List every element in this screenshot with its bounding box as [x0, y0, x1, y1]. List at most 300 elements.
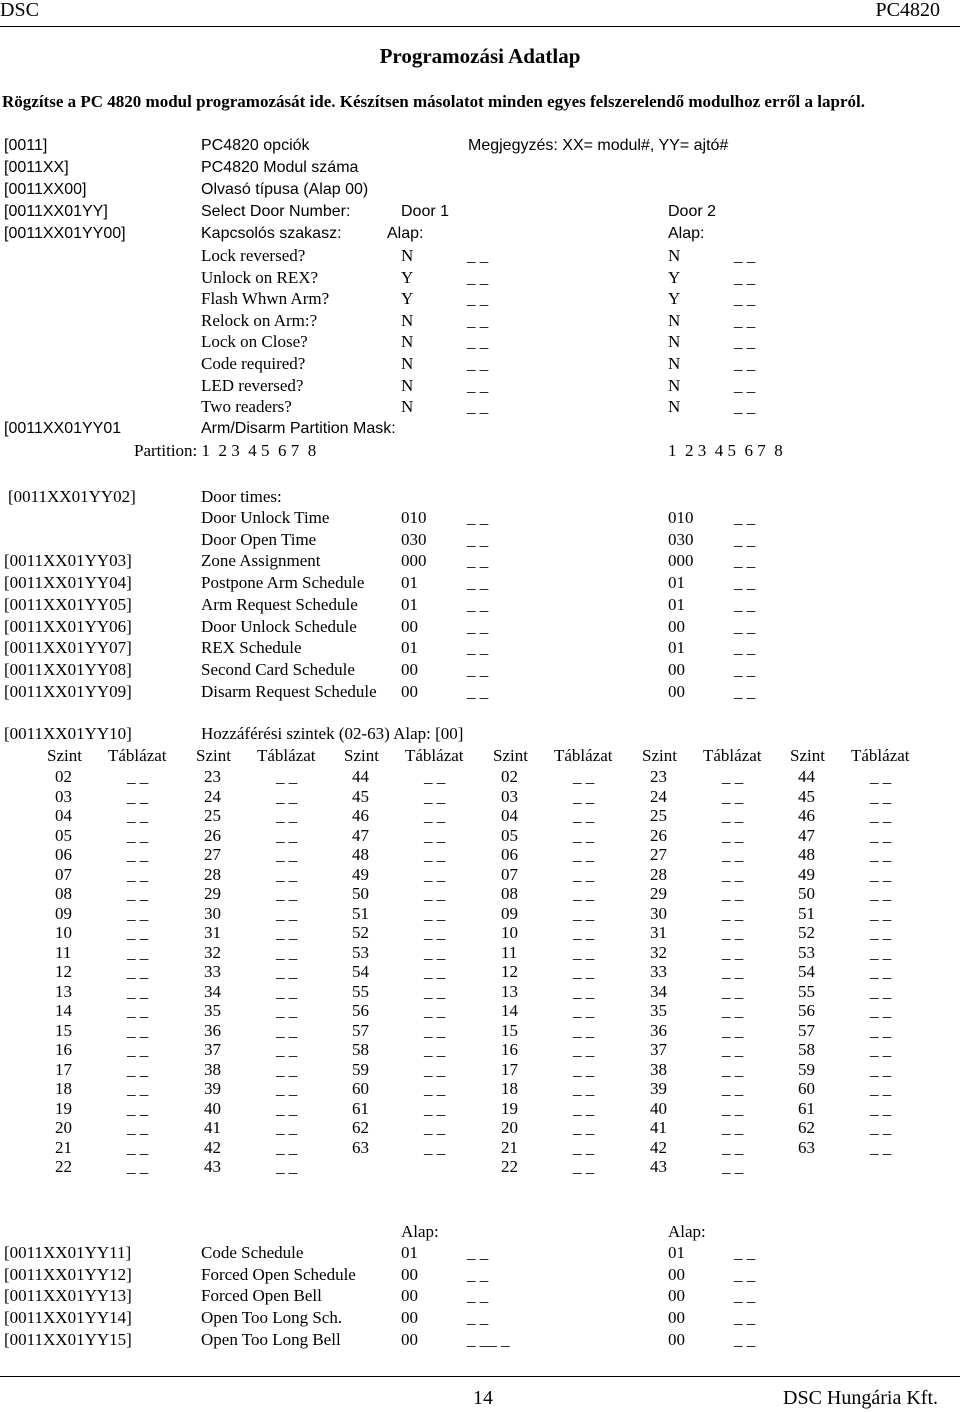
access-level-number: 13: [55, 981, 72, 1001]
schedules-alap-door2: Alap:: [668, 1222, 706, 1241]
access-level-number: 40: [204, 1098, 221, 1118]
access-level-blank: _ _: [870, 1118, 892, 1137]
access-level-blank: _ _: [127, 1079, 149, 1098]
access-level-blank: _ _: [424, 981, 446, 1001]
access-level-blank: _ _: [722, 1079, 744, 1098]
module-line-label: PC4820 Modul száma: [201, 159, 359, 176]
access-level-blank: _ _: [722, 942, 744, 962]
door2-heading: Door 2: [668, 203, 717, 220]
door-time-door1-default: 01: [401, 594, 418, 614]
access-level-number: 34: [204, 981, 221, 1001]
access-level-number: 45: [352, 786, 369, 806]
door-time-door1-blank: _ _: [467, 638, 489, 658]
access-level-number: 04: [501, 806, 518, 825]
switch-door1-default: N: [401, 246, 414, 265]
access-level-number: 30: [650, 903, 667, 923]
door-time-door1-blank: _ _: [467, 594, 489, 614]
access-level-number: 26: [204, 825, 221, 845]
access-col-tablazat: Táblázat: [851, 746, 910, 765]
switch-door2-blank: _ _: [734, 354, 756, 373]
access-level-blank: _ _: [870, 845, 892, 864]
door-time-door1-default: 00: [401, 659, 418, 679]
select-door-label: Select Door Number:: [201, 203, 351, 220]
switch-door1-default: Y: [401, 289, 414, 309]
door-time-door2-default: 030: [668, 529, 694, 549]
access-level-number: 33: [650, 962, 667, 981]
access-level-blank: _ _: [424, 864, 446, 884]
access-level-number: 27: [204, 845, 221, 864]
options-note: Megjegyzés: XX= modul#, YY= ajtó#: [468, 137, 729, 154]
door-time-label: Postpone Arm Schedule: [201, 573, 365, 593]
access-level-blank: _ _: [722, 1059, 744, 1079]
access-level-blank: _ _: [276, 767, 298, 786]
access-level-number: 08: [501, 884, 518, 903]
access-level-number: 37: [650, 1040, 667, 1059]
access-level-blank: _ _: [573, 767, 595, 786]
switch-door2-default: N: [668, 246, 681, 265]
schedule-code: [0011XX01YY12]: [4, 1264, 132, 1284]
access-level-blank: _ _: [424, 786, 446, 806]
access-level-number: 11: [55, 942, 72, 962]
access-level-blank: _ _: [424, 1118, 446, 1137]
access-col-tablazat: Táblázat: [554, 746, 613, 765]
access-level-blank: _ _: [127, 1059, 149, 1079]
access-level-blank: _ _: [870, 767, 892, 786]
access-level-blank: _ _: [573, 942, 595, 962]
access-level-blank: _ _: [870, 1098, 892, 1118]
access-level-blank: _ _: [870, 1020, 892, 1040]
switch-door2-default: N: [668, 397, 681, 417]
access-level-blank: _ _: [424, 1040, 446, 1059]
access-level-blank: _ _: [573, 981, 595, 1001]
access-col-szint: Szint: [47, 746, 82, 765]
access-level-number: 49: [352, 864, 369, 884]
access-level-number: 10: [501, 923, 518, 942]
access-level-number: 50: [798, 884, 815, 903]
access-level-blank: _ _: [870, 1137, 892, 1157]
switch-door1-blank: _ _: [467, 354, 489, 373]
door-times-code: [0011XX01YY02]: [8, 487, 136, 506]
access-level-number: 49: [798, 864, 815, 884]
door-time-door1-blank: _ _: [467, 573, 489, 593]
access-level-number: 34: [650, 981, 667, 1001]
access-level-number: 63: [352, 1137, 369, 1157]
door-time-door2-blank: _ _: [734, 594, 756, 614]
door-time-door1-default: 030: [401, 529, 427, 549]
access-level-number: 05: [501, 825, 518, 845]
door-time-door1-blank: _ _: [467, 616, 489, 636]
door-time-door2-default: 01: [668, 638, 685, 658]
access-level-number: 58: [798, 1040, 815, 1059]
switch-door2-blank: _ _: [734, 332, 756, 352]
access-level-number: 17: [55, 1059, 72, 1079]
schedule-door2-blank: _ _: [734, 1264, 756, 1284]
access-level-blank: _ _: [573, 903, 595, 923]
access-level-blank: _ _: [573, 962, 595, 981]
door-time-code: [0011XX01YY08]: [4, 659, 132, 679]
access-level-blank: _ _: [573, 1157, 595, 1176]
schedules-alap-door1: Alap:: [401, 1222, 439, 1241]
access-level-number: 39: [204, 1079, 221, 1098]
access-level-blank: _ _: [722, 1020, 744, 1040]
access-level-blank: _ _: [870, 786, 892, 806]
switch-door1-default: N: [401, 397, 414, 417]
access-level-number: 37: [204, 1040, 221, 1059]
access-level-number: 43: [650, 1157, 667, 1176]
access-level-blank: _ _: [722, 767, 744, 786]
access-level-blank: _ _: [722, 1157, 744, 1176]
module-line-label: Olvasó típusa (Alap 00): [201, 181, 369, 198]
access-levels-code: [0011XX01YY10]: [4, 724, 132, 743]
access-col-tablazat: Táblázat: [405, 746, 464, 765]
select-door-code: [0011XX01YY]: [4, 203, 108, 220]
access-level-blank: _ _: [127, 1001, 149, 1020]
schedule-code: [0011XX01YY13]: [4, 1286, 132, 1306]
access-level-number: 19: [501, 1098, 518, 1118]
access-level-blank: _ _: [424, 825, 446, 845]
door-time-door2-blank: _ _: [734, 681, 756, 701]
schedule-code: [0011XX01YY14]: [4, 1308, 132, 1328]
door-time-door2-blank: _ _: [734, 551, 756, 571]
access-level-blank: _ _: [424, 1001, 446, 1020]
module-line-code: [0011XX00]: [4, 181, 87, 198]
access-level-blank: _ _: [276, 1079, 298, 1098]
access-level-number: 55: [352, 981, 369, 1001]
access-level-number: 31: [650, 923, 667, 942]
access-level-number: 17: [501, 1059, 518, 1079]
access-level-number: 59: [798, 1059, 815, 1079]
access-level-blank: _ _: [722, 1001, 744, 1020]
access-level-blank: _ _: [573, 1118, 595, 1137]
access-level-number: 44: [352, 767, 369, 786]
door-time-label: Disarm Request Schedule: [201, 681, 377, 701]
switch-door2-default: N: [668, 310, 681, 330]
door-time-door2-default: 00: [668, 616, 685, 636]
access-level-number: 36: [204, 1020, 221, 1040]
access-level-blank: _ _: [870, 903, 892, 923]
access-level-blank: _ _: [276, 786, 298, 806]
schedule-door1-default: 00: [401, 1264, 418, 1284]
switches-alap-door1: Alap:: [387, 225, 424, 242]
switch-option-label: Code required?: [201, 354, 306, 373]
access-level-blank: _ _: [424, 845, 446, 864]
access-col-szint: Szint: [344, 746, 379, 765]
door-time-code: [0011XX01YY06]: [4, 616, 132, 636]
switch-door1-default: N: [401, 332, 414, 352]
access-level-blank: _ _: [573, 786, 595, 806]
door-time-door2-default: 000: [668, 551, 694, 571]
switch-door2-default: N: [668, 332, 681, 352]
switch-option-label: Unlock on REX?: [201, 267, 319, 287]
access-level-number: 38: [204, 1059, 221, 1079]
access-level-number: 10: [55, 923, 72, 942]
door1-heading: Door 1: [401, 203, 450, 220]
access-level-blank: _ _: [573, 1020, 595, 1040]
access-level-number: 15: [55, 1020, 72, 1040]
access-level-blank: _ _: [424, 1098, 446, 1118]
access-level-number: 39: [650, 1079, 667, 1098]
access-level-number: 29: [204, 884, 221, 903]
schedule-door1-default: 00: [401, 1308, 418, 1328]
access-level-blank: _ _: [870, 1040, 892, 1059]
schedule-code: [0011XX01YY15]: [4, 1329, 132, 1349]
header-right: PC4820: [875, 0, 940, 21]
page-number: 14: [473, 1387, 493, 1409]
access-level-number: 03: [501, 786, 518, 806]
access-col-szint: Szint: [642, 746, 677, 765]
door-time-door1-default: 01: [401, 638, 418, 658]
access-level-blank: _ _: [424, 962, 446, 981]
access-level-number: 58: [352, 1040, 369, 1059]
access-level-blank: _ _: [424, 767, 446, 786]
switch-door1-default: N: [401, 354, 414, 373]
access-level-number: 45: [798, 786, 815, 806]
access-level-blank: _ _: [424, 884, 446, 903]
access-level-blank: _ _: [722, 1118, 744, 1137]
access-level-number: 43: [204, 1157, 221, 1176]
access-level-number: 13: [501, 981, 518, 1001]
access-level-number: 46: [798, 806, 815, 825]
schedule-door1-blank: _ _: [467, 1286, 489, 1306]
access-level-blank: _ _: [424, 1059, 446, 1079]
access-level-blank: _ _: [722, 786, 744, 806]
door-time-door1-default: 00: [401, 616, 418, 636]
access-level-blank: _ _: [276, 1001, 298, 1020]
access-level-blank: _ _: [573, 1098, 595, 1118]
schedule-door1-default: 00: [401, 1329, 418, 1349]
access-level-number: 23: [650, 767, 667, 786]
access-level-number: 26: [650, 825, 667, 845]
door-time-door2-default: 01: [668, 573, 685, 593]
schedule-door2-default: 01: [668, 1243, 685, 1262]
access-level-number: 15: [501, 1020, 518, 1040]
access-level-number: 21: [501, 1137, 518, 1157]
door-time-door1-blank: _ _: [467, 508, 489, 527]
access-level-blank: _ _: [127, 864, 149, 884]
access-level-blank: _ _: [276, 884, 298, 903]
schedule-label: Forced Open Schedule: [201, 1264, 356, 1284]
access-levels-label: Hozzáférési szintek (02-63) Alap: [00]: [201, 724, 464, 743]
access-level-blank: _ _: [127, 884, 149, 903]
schedule-label: Code Schedule: [201, 1243, 304, 1262]
access-level-number: 07: [501, 864, 518, 884]
access-level-blank: _ _: [573, 884, 595, 903]
door-time-label: Door Open Time: [201, 529, 317, 549]
access-level-blank: _ _: [276, 806, 298, 825]
access-level-blank: _ _: [722, 903, 744, 923]
access-level-number: 02: [501, 767, 518, 786]
door-time-door1-default: 010: [401, 508, 427, 527]
access-level-number: 08: [55, 884, 72, 903]
access-level-number: 61: [798, 1098, 815, 1118]
access-level-blank: _ _: [127, 1020, 149, 1040]
access-level-number: 62: [352, 1118, 369, 1137]
access-level-number: 28: [650, 864, 667, 884]
access-level-number: 53: [798, 942, 815, 962]
door-time-label: REX Schedule: [201, 638, 302, 658]
access-level-blank: _ _: [722, 806, 744, 825]
switch-door1-blank: _ _: [467, 397, 489, 417]
options-code: [0011]: [4, 137, 48, 154]
access-level-blank: _ _: [573, 923, 595, 942]
access-level-blank: _ _: [127, 962, 149, 981]
schedule-door2-default: 00: [668, 1308, 685, 1328]
access-level-number: 20: [501, 1118, 518, 1137]
access-level-blank: _ _: [276, 962, 298, 981]
door-time-label: Arm Request Schedule: [201, 594, 358, 614]
schedule-door2-default: 00: [668, 1264, 685, 1284]
access-level-blank: _ _: [424, 1020, 446, 1040]
access-level-number: 28: [204, 864, 221, 884]
access-level-blank: _ _: [573, 806, 595, 825]
access-level-number: 35: [650, 1001, 667, 1020]
schedule-door2-blank: _ _: [734, 1286, 756, 1306]
access-level-number: 14: [501, 1001, 518, 1020]
access-level-number: 32: [204, 942, 221, 962]
switch-door2-blank: _ _: [734, 267, 756, 287]
access-level-blank: _ _: [127, 1157, 149, 1176]
switch-door2-default: Y: [668, 289, 681, 309]
access-level-number: 11: [501, 942, 518, 962]
page-title: Programozási Adatlap: [379, 44, 581, 68]
access-level-blank: _ _: [870, 942, 892, 962]
access-level-blank: _ _: [276, 1157, 298, 1176]
access-level-number: 06: [501, 845, 518, 864]
door-time-code: [0011XX01YY04]: [4, 573, 132, 593]
options-label: PC4820 opciók: [201, 137, 310, 154]
partition-row-door1: Partition: 1 2 3 4 5 6 7 8: [134, 441, 317, 460]
access-level-blank: _ _: [424, 942, 446, 962]
schedule-door1-blank: _ _: [467, 1264, 489, 1284]
door-time-code: [0011XX01YY07]: [4, 638, 132, 658]
access-level-number: 38: [650, 1059, 667, 1079]
access-level-number: 04: [55, 806, 72, 825]
schedule-door2-blank: _ _: [734, 1308, 756, 1328]
door-time-code: [0011XX01YY05]: [4, 594, 132, 614]
switches-code: [0011XX01YY00]: [4, 225, 126, 242]
access-level-blank: _ _: [127, 845, 149, 864]
access-level-blank: _ _: [722, 1098, 744, 1118]
door-time-door2-default: 00: [668, 659, 685, 679]
access-level-number: 18: [55, 1079, 72, 1098]
door-time-door2-default: 010: [668, 508, 694, 527]
access-level-number: 09: [501, 903, 518, 923]
schedule-door1-blank: _ __ _: [467, 1329, 510, 1349]
access-level-number: 30: [204, 903, 221, 923]
door-time-door2-blank: _ _: [734, 638, 756, 658]
access-level-blank: _ _: [276, 1137, 298, 1157]
access-level-blank: _ _: [870, 1079, 892, 1098]
access-level-number: 09: [55, 903, 72, 923]
switch-door2-blank: _ _: [734, 246, 756, 265]
access-level-blank: _ _: [424, 1079, 446, 1098]
door-time-door2-blank: _ _: [734, 529, 756, 549]
partition-row-door2: 1 2 3 4 5 6 7 8: [668, 441, 783, 460]
access-level-number: 20: [55, 1118, 72, 1137]
door-time-door1-default: 000: [401, 551, 427, 571]
schedule-door1-default: 00: [401, 1286, 418, 1306]
access-level-blank: _ _: [127, 981, 149, 1001]
schedule-door2-blank: _ _: [734, 1329, 756, 1349]
access-level-number: 35: [204, 1001, 221, 1020]
footer-company: DSC Hungária Kft.: [783, 1387, 938, 1409]
door-time-label: Door Unlock Time: [201, 508, 330, 527]
switch-door2-default: Y: [668, 267, 681, 287]
switch-door1-blank: _ _: [467, 310, 489, 330]
access-level-blank: _ _: [424, 923, 446, 942]
access-level-number: 22: [501, 1157, 518, 1176]
access-level-number: 07: [55, 864, 72, 884]
door-time-door1-blank: _ _: [467, 681, 489, 701]
access-level-number: 47: [798, 825, 815, 845]
access-col-tablazat: Táblázat: [108, 746, 167, 765]
access-level-blank: _ _: [870, 806, 892, 825]
access-level-blank: _ _: [127, 942, 149, 962]
door-time-door2-blank: _ _: [734, 616, 756, 636]
schedule-code: [0011XX01YY11]: [4, 1243, 132, 1262]
access-level-blank: _ _: [722, 825, 744, 845]
switch-door2-default: N: [668, 354, 681, 373]
access-level-number: 06: [55, 845, 72, 864]
access-level-blank: _ _: [127, 923, 149, 942]
access-col-tablazat: Táblázat: [257, 746, 316, 765]
access-level-blank: _ _: [127, 1098, 149, 1118]
switch-door1-default: Y: [401, 267, 414, 287]
switch-option-label: Lock on Close?: [201, 332, 308, 352]
access-level-number: 57: [798, 1020, 815, 1040]
access-level-number: 47: [352, 825, 369, 845]
door-time-door1-blank: _ _: [467, 551, 489, 571]
access-level-number: 24: [650, 786, 667, 806]
intro-text: Rögzítse a PC 4820 modul programozását ide. Készítsen másolatot minden egyes felszerelendő modulhoz erről a lapról.: [2, 92, 865, 111]
access-level-blank: _ _: [127, 1137, 149, 1157]
switch-door2-default: N: [668, 375, 681, 395]
switch-option-label: Relock on Arm:?: [201, 310, 318, 330]
partition-code: [0011XX01YY01: [4, 420, 122, 437]
door-time-door1-blank: _ _: [467, 659, 489, 679]
switch-option-label: LED reversed?: [201, 375, 304, 395]
access-level-blank: _ _: [573, 864, 595, 884]
access-level-blank: _ _: [424, 806, 446, 825]
access-level-number: 24: [204, 786, 221, 806]
access-level-blank: _ _: [276, 1020, 298, 1040]
switch-door1-blank: _ _: [467, 332, 489, 352]
access-level-blank: _ _: [722, 923, 744, 942]
schedule-door1-default: 01: [401, 1243, 418, 1262]
schedule-label: Open Too Long Bell: [201, 1329, 341, 1349]
access-level-number: 12: [501, 962, 518, 981]
access-level-number: 16: [55, 1040, 72, 1059]
access-level-number: 46: [352, 806, 369, 825]
access-level-blank: _ _: [424, 903, 446, 923]
access-level-number: 56: [352, 1001, 369, 1020]
access-level-number: 48: [798, 845, 815, 864]
access-level-number: 40: [650, 1098, 667, 1118]
access-level-number: 19: [55, 1098, 72, 1118]
access-level-number: 57: [352, 1020, 369, 1040]
access-level-number: 51: [352, 903, 369, 923]
access-level-blank: _ _: [870, 923, 892, 942]
access-level-blank: _ _: [722, 1137, 744, 1157]
door-time-door2-blank: _ _: [734, 659, 756, 679]
door-time-door1-blank: _ _: [467, 529, 489, 549]
access-level-number: 02: [55, 767, 72, 786]
access-level-number: 52: [798, 923, 815, 942]
access-col-szint: Szint: [196, 746, 231, 765]
access-level-blank: _ _: [722, 864, 744, 884]
access-level-blank: _ _: [127, 806, 149, 825]
schedule-door1-blank: _ _: [467, 1243, 489, 1262]
